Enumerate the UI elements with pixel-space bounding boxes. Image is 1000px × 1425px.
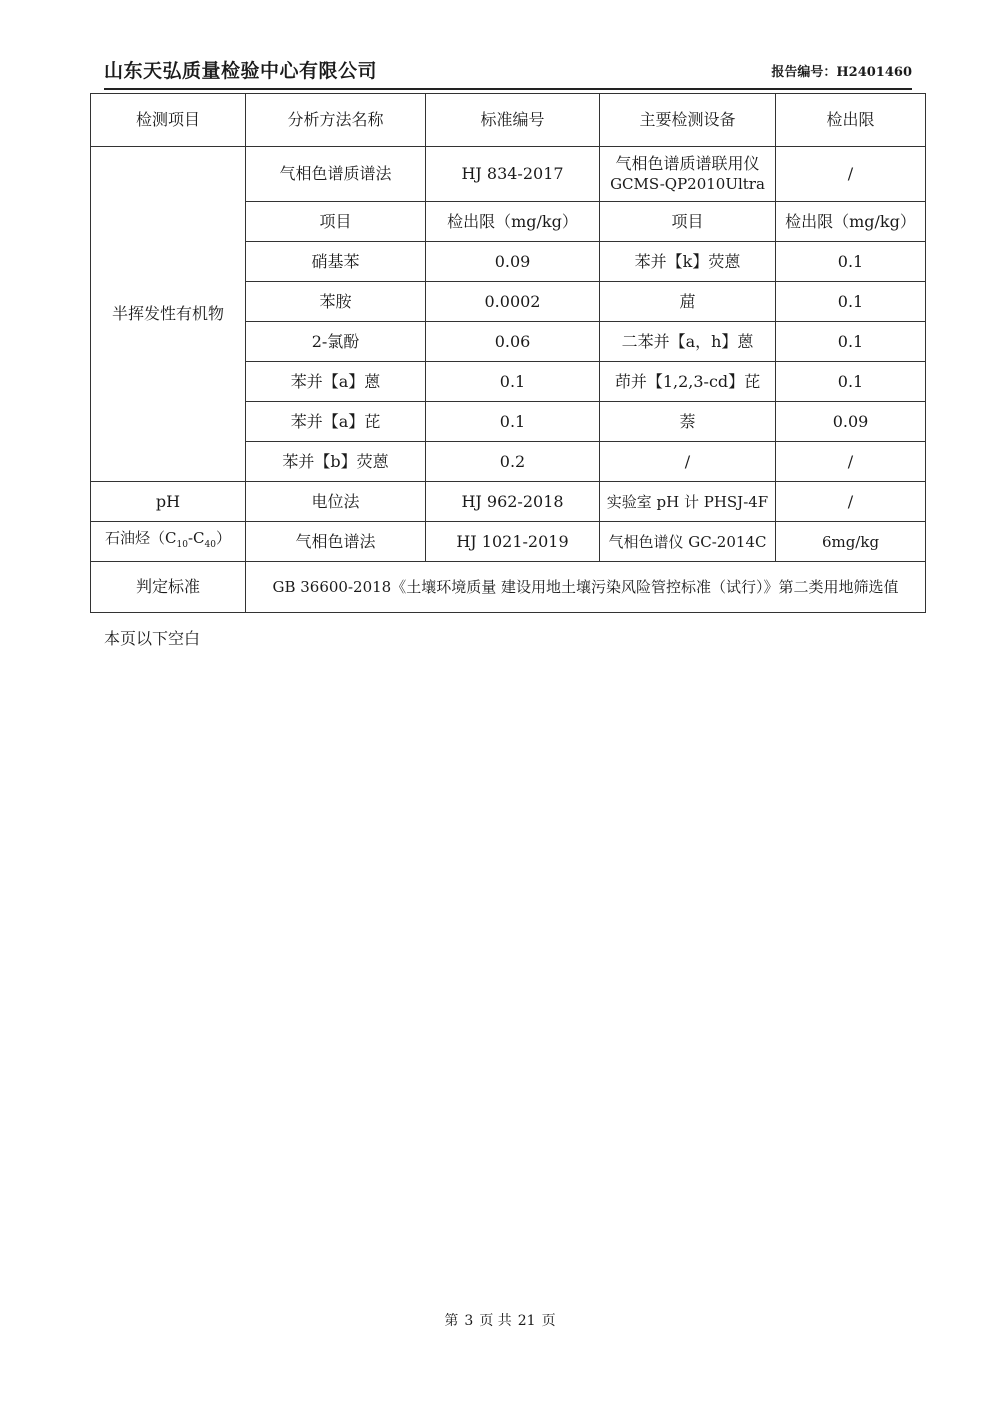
method-cell: 电位法 <box>246 482 426 522</box>
column-header: 标准编号 <box>426 94 600 147</box>
compound-cell: 䓛 <box>600 282 776 322</box>
page-mid: 页 共 <box>479 1313 512 1329</box>
page-suffix: 页 <box>541 1313 556 1329</box>
sub-header-cell: 项目 <box>600 202 776 242</box>
compound-cell: 茚并【1,2,3-cd】芘 <box>600 362 776 402</box>
page-current: 3 <box>464 1313 474 1329</box>
sub-header-cell: 项目 <box>246 202 426 242</box>
limit-value-cell: / <box>776 442 926 482</box>
table-row <box>91 147 926 202</box>
limit-cell: / <box>776 482 926 522</box>
criterion-label-cell: 判定标准 <box>91 562 246 613</box>
limit-cell: 6mg/kg <box>776 522 926 562</box>
tph-item-cell <box>91 522 246 562</box>
limit-value-cell: 0.06 <box>426 322 600 362</box>
report-header <box>104 52 912 90</box>
test-method-table <box>90 93 926 613</box>
equipment-cell <box>600 147 776 202</box>
limit-cell: / <box>776 147 926 202</box>
compound-cell: 苯胺 <box>246 282 426 322</box>
limit-value-cell: 0.2 <box>426 442 600 482</box>
blank-page-note: 本页以下空白 <box>104 629 201 648</box>
limit-value-cell: 0.1 <box>776 242 926 282</box>
column-header: 检测项目 <box>91 94 246 147</box>
equipment-model: GCMS-QP2010Ultra <box>610 175 765 193</box>
equipment-line: 气相色谱质谱联用仪 <box>615 154 760 173</box>
limit-value-cell: 0.0002 <box>426 282 600 322</box>
limit-value-cell: 0.09 <box>776 402 926 442</box>
compound-cell: 萘 <box>600 402 776 442</box>
table-row <box>91 482 926 522</box>
compound-cell: 苯并【k】荧蒽 <box>600 242 776 282</box>
table-header-row <box>91 94 926 147</box>
equipment-cell: 气相色谱仪 GC-2014C <box>600 522 776 562</box>
ph-item-cell: pH <box>91 482 246 522</box>
sub-header-cell: 检出限（mg/kg） <box>426 202 600 242</box>
tph-sub-low: 10 <box>176 540 188 550</box>
page-total: 21 <box>517 1313 536 1329</box>
sub-header-cell: 检出限（mg/kg） <box>776 202 926 242</box>
limit-value-cell: 0.1 <box>776 282 926 322</box>
standard-cell: HJ 962-2018 <box>426 482 600 522</box>
compound-cell: 二苯并【a，h】蒽 <box>600 322 776 362</box>
standard-cell: HJ 834-2017 <box>426 147 600 202</box>
page-footer <box>0 1310 1000 1330</box>
limit-value-cell: 0.09 <box>426 242 600 282</box>
limit-value-cell: 0.1 <box>776 322 926 362</box>
column-header: 检出限 <box>776 94 926 147</box>
limit-value-cell: 0.1 <box>776 362 926 402</box>
compound-cell: 硝基苯 <box>246 242 426 282</box>
compound-cell: 苯并【a】蒽 <box>246 362 426 402</box>
tph-item-suffix: ） <box>215 529 231 547</box>
page-prefix: 第 <box>444 1313 459 1329</box>
tph-item-prefix: 石油烃（C <box>105 529 177 547</box>
limit-value-cell: 0.1 <box>426 362 600 402</box>
standard-cell: HJ 1021-2019 <box>426 522 600 562</box>
equipment-cell: 实验室 pH 计 PHSJ-4F <box>600 482 776 522</box>
compound-cell: / <box>600 442 776 482</box>
compound-cell: 苯并【b】荧蒽 <box>246 442 426 482</box>
tph-item-dash: -C <box>187 529 205 547</box>
column-header: 主要检测设备 <box>600 94 776 147</box>
criterion-text-cell: GB 36600-2018《土壤环境质量 建设用地土壤污染风险管控标准（试行）》第二类用地筛选值 <box>246 562 926 613</box>
table-row <box>91 522 926 562</box>
compound-cell: 苯并【a】芘 <box>246 402 426 442</box>
limit-value-cell: 0.1 <box>426 402 600 442</box>
column-header: 分析方法名称 <box>246 94 426 147</box>
method-cell: 气相色谱质谱法 <box>246 147 426 202</box>
method-cell: 气相色谱法 <box>246 522 426 562</box>
table-row <box>91 562 926 613</box>
tph-sub-high: 40 <box>204 540 216 550</box>
company-name: 山东天弘质量检验中心有限公司 <box>104 60 378 82</box>
report-number: 报告编号：H2401460 <box>771 65 912 80</box>
compound-cell: 2-氯酚 <box>246 322 426 362</box>
svoc-item-cell: 半挥发性有机物 <box>91 147 246 482</box>
